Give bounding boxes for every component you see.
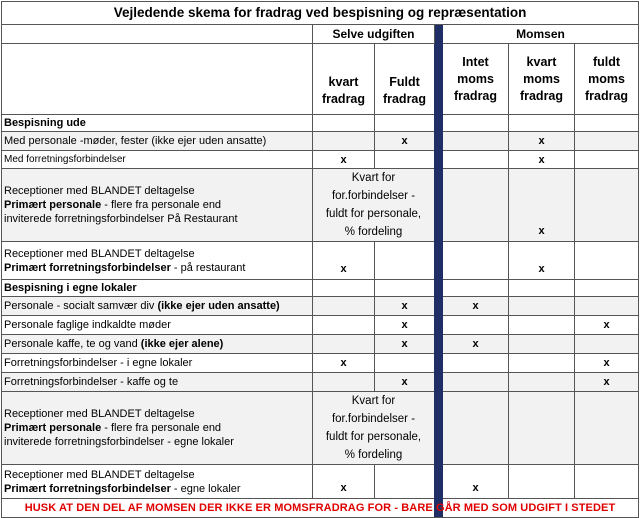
label-line: Receptioner med BLANDET deltagelse (4, 408, 195, 420)
label-rest: - flere fra personale end (101, 199, 222, 211)
group-momsen: Momsen (443, 25, 639, 44)
mark-x: x (313, 242, 375, 280)
empty-cell (575, 280, 639, 297)
mark-x: x (375, 316, 435, 335)
empty-cell (575, 151, 639, 169)
empty-cell (509, 335, 575, 354)
empty-cell (313, 280, 375, 297)
row-label-reception-forretning-egne (2, 465, 313, 499)
empty-cell (443, 316, 509, 335)
row-label-reception-personale-egne (2, 392, 313, 465)
label-line: inviterede forretningsforbindelser - egne lokaler (4, 436, 234, 448)
mark-x: x (575, 373, 639, 392)
label-rest: - egne lokaler (170, 482, 241, 495)
row-label-reception-primaert-forretning (2, 242, 313, 280)
mark-x: x (509, 242, 575, 280)
label-line: Receptioner med BLANDET deltagelse (4, 247, 195, 260)
header-line: moms (588, 71, 625, 86)
label-line: Receptioner med BLANDET deltagelse (4, 185, 195, 197)
row-label-personale-socialt (2, 297, 313, 316)
label-normal: Personale - socialt samvær div (4, 300, 158, 312)
mark-x: x (575, 354, 639, 373)
empty-cell (375, 465, 435, 499)
label-line (4, 261, 310, 275)
mark-x: x (375, 297, 435, 316)
empty-cell (443, 169, 509, 242)
label-line (4, 421, 310, 435)
header-fuldt-moms-fradrag (575, 44, 639, 115)
empty-cell (443, 242, 509, 280)
header-line: kvart (328, 75, 359, 89)
empty-cell (443, 354, 509, 373)
header-kvart-fradrag (313, 44, 375, 115)
header-fuldt-fradrag (375, 44, 435, 115)
deduction-table (1, 1, 639, 518)
empty-cell (375, 280, 435, 297)
empty-cell (509, 354, 575, 373)
empty-cell (509, 297, 575, 316)
empty-cell (443, 132, 509, 151)
empty-cell (375, 151, 435, 169)
section-bespisning-ude: Bespisning ude (2, 115, 313, 132)
label-normal: Personale kaffe, te og vand (4, 338, 141, 350)
header-line: Intet (462, 54, 489, 69)
empty-cell (375, 354, 435, 373)
row-label-forretningsforbindelser: Med forretningsforbindelser (2, 151, 313, 169)
group-selve-udgiften: Selve udgiften (313, 25, 435, 44)
label-line (4, 198, 310, 212)
note-line: fuldt for personale, (325, 431, 422, 443)
empty-cell (575, 242, 639, 280)
header-line: moms (523, 71, 560, 86)
label-bold: (ikke ejer alene) (140, 338, 224, 350)
label-rest: - på restaurant (170, 261, 246, 274)
header-line: kvart (526, 54, 557, 69)
header-line: fradrag (382, 92, 427, 106)
label-bold: Primært personale (4, 199, 102, 211)
header-line: fradrag (453, 88, 498, 103)
header-line: fradrag (519, 88, 564, 103)
table-title: Vejledende skema for fradrag ved bespisning og repræsentation (2, 2, 639, 25)
label-bold: Primært personale (4, 422, 102, 434)
empty-cell (575, 465, 639, 499)
footer-text: HUSK AT DEN DEL AF MOMSEN DER IKKE ER MOMSFRADRAG FOR - BARE GÅR MED SOM UDGIFT I STEDET (24, 502, 616, 514)
merged-fordeling-note (313, 392, 435, 465)
empty-cell (443, 392, 509, 465)
row-label-personale-moeder: Med personale -møder, fester (ikke ejer uden ansatte) (2, 132, 313, 151)
label-line: Receptioner med BLANDET deltagelse (4, 468, 195, 481)
note-line: Kvart for (351, 395, 396, 407)
empty-cell (313, 316, 375, 335)
mark-x: x (509, 151, 575, 169)
empty-cell (509, 316, 575, 335)
mark-x: x (509, 132, 575, 151)
mark-x: x (443, 465, 509, 499)
mark-x: x (375, 335, 435, 354)
header-intet-moms-fradrag (443, 44, 509, 115)
label-bold: Primært forretningsforbindelser (4, 482, 171, 495)
empty-cell (575, 392, 639, 465)
note-line: fuldt for personale, (325, 208, 422, 220)
header-line: fradrag (584, 88, 629, 103)
note-line: % fordeling (344, 449, 403, 461)
empty-cell (443, 373, 509, 392)
row-label-reception-primaert-personale (2, 169, 313, 242)
label-rest: - flere fra personale end (101, 422, 222, 434)
mark-x: x (443, 335, 509, 354)
empty-cell (509, 280, 575, 297)
mark-x: x (313, 151, 375, 169)
mark-x: x (575, 316, 639, 335)
empty-cell (509, 373, 575, 392)
merged-fordeling-note (313, 169, 435, 242)
footer-note (2, 499, 639, 518)
label-line: inviterede forretningsforbindelser På Restaurant (4, 213, 238, 225)
column-separator (435, 25, 443, 518)
row-label-personale-faglige: Personale faglige indkaldte møder (2, 316, 313, 335)
empty-cell (443, 115, 509, 132)
note-line: % fordeling (344, 226, 403, 238)
header-line: Fuldt (389, 75, 420, 89)
empty-cell (313, 373, 375, 392)
empty-cell (443, 280, 509, 297)
note-line: Kvart for (351, 172, 396, 184)
empty-cell (375, 242, 435, 280)
empty-cell (575, 335, 639, 354)
mark-x: x (443, 297, 509, 316)
empty-cell (509, 465, 575, 499)
empty-cell (313, 115, 375, 132)
mark-x: x (375, 373, 435, 392)
empty-cell (443, 151, 509, 169)
empty-cell (575, 169, 639, 242)
mark-x: x (375, 132, 435, 151)
empty-cell (575, 132, 639, 151)
empty-cell (313, 335, 375, 354)
note-line: for.forbindelser - (331, 413, 416, 425)
section-bespisning-egne-lokaler: Bespisning i egne lokaler (2, 280, 313, 297)
empty-cell (313, 132, 375, 151)
header-line: fradrag (321, 92, 366, 106)
empty-cell (313, 297, 375, 316)
label-bold: (ikke ejer uden ansatte) (157, 300, 280, 312)
empty-cell (575, 297, 639, 316)
row-label-personale-kaffe (2, 335, 313, 354)
empty-cell (375, 115, 435, 132)
blank-cell (2, 25, 313, 44)
header-line: fuldt (592, 54, 621, 69)
mark-x: x (313, 465, 375, 499)
row-label-forretning-egne-lokaler: Forretningsforbindelser - i egne lokaler (2, 354, 313, 373)
empty-cell (509, 392, 575, 465)
header-kvart-moms-fradrag (509, 44, 575, 115)
label-bold: Primært forretningsforbindelser (4, 261, 171, 274)
empty-cell (509, 115, 575, 132)
blank-cell (2, 44, 313, 115)
mark-x: x (509, 169, 575, 242)
label-line (4, 482, 310, 496)
empty-cell (575, 115, 639, 132)
mark-x: x (313, 354, 375, 373)
row-label-forretning-kaffe: Forretningsforbindelser - kaffe og te (2, 373, 313, 392)
note-line: for.forbindelser - (331, 190, 416, 202)
header-line: moms (457, 71, 494, 86)
